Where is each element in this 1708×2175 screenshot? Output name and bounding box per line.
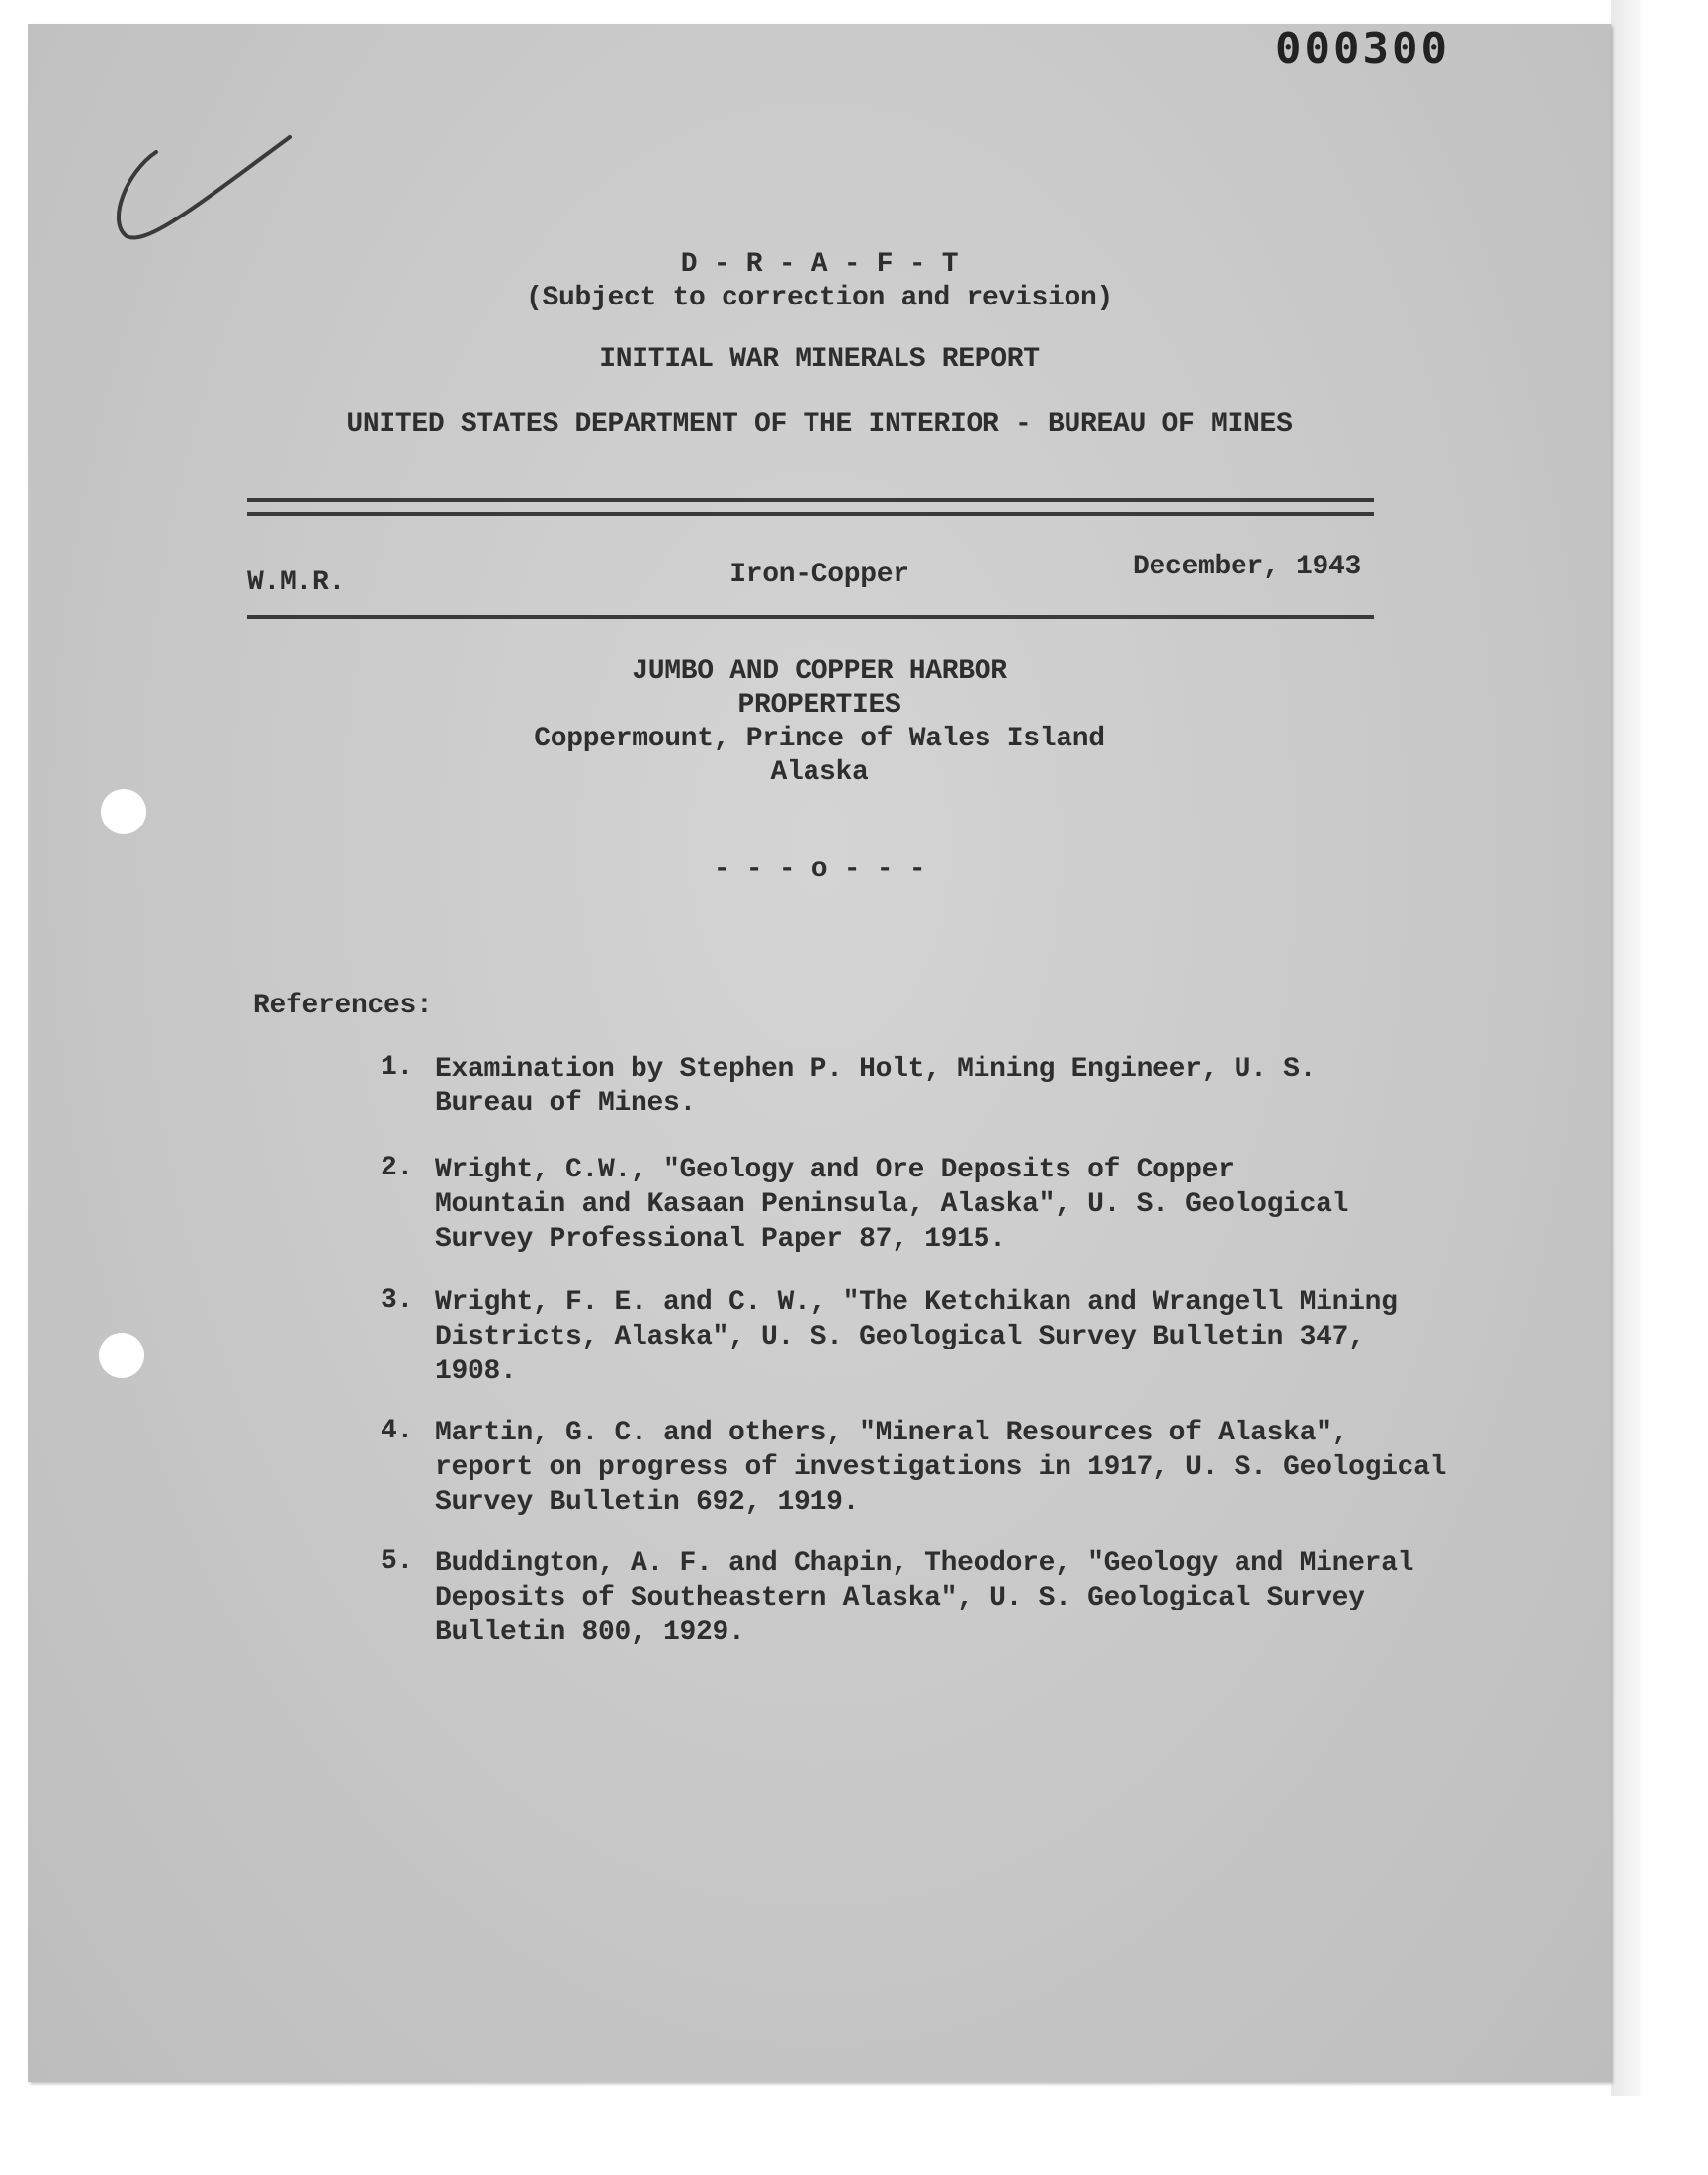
section-separator: - - - o - - -	[713, 854, 926, 885]
subject-note: (Subject to correction and revision)	[525, 283, 1114, 313]
reference-text: Martin, G. C. and others, "Mineral Resources of Alaska", report on progress of investigations in 1917, U. S. Geological Survey Bulletin 692, 1919.	[435, 1418, 1447, 1518]
references-heading: References:	[253, 991, 433, 1021]
reference-text: Buddington, A. F. and Chapin, Theodore, "Geology and Mineral Deposits of Southeastern Alaska", U. S. Geological Survey Bulletin 800, 1929.	[435, 1548, 1414, 1648]
commodity: Iron-Copper	[729, 560, 909, 590]
top-rule-2	[247, 512, 1374, 516]
reference-number: 3.	[380, 1285, 413, 1316]
report-code: W.M.R.	[247, 567, 346, 598]
reference-number: 4.	[380, 1416, 413, 1446]
reference-number: 5.	[380, 1546, 413, 1577]
punch-hole-top	[101, 789, 146, 834]
page-edge-shadow	[1611, 0, 1641, 2096]
document-number: 000300	[1275, 24, 1450, 74]
reference-text: Examination by Stephen P. Holt, Mining Engineer, U. S. Bureau of Mines.	[435, 1054, 1317, 1119]
bottom-rule	[247, 615, 1374, 619]
title-line-3: Coppermount, Prince of Wales Island	[534, 724, 1105, 754]
reference-number: 1.	[380, 1052, 413, 1083]
title-line-4: Alaska	[770, 757, 869, 788]
title-line-2: PROPERTIES	[737, 690, 901, 721]
reference-text: Wright, F. E. and C. W., "The Ketchikan and Wrangell Mining Districts, Alaska", U. S. Geological Survey Bulletin 347, 1908.	[435, 1287, 1398, 1387]
document-page	[28, 24, 1611, 2082]
report-type: INITIAL WAR MINERALS REPORT	[599, 344, 1040, 375]
report-date: December, 1943	[1133, 552, 1362, 582]
title-line-1: JUMBO AND COPPER HARBOR	[632, 656, 1007, 687]
top-rule-1	[247, 498, 1374, 502]
draft-heading: D - R - A - F - T	[680, 249, 959, 280]
handwritten-checkmark-icon	[87, 113, 304, 261]
department-line: UNITED STATES DEPARTMENT OF THE INTERIOR - BUREAU OF MINES	[346, 409, 1293, 440]
reference-text: Wright, C.W., "Geology and Ore Deposits of Copper Mountain and Kasaan Peninsula, Alaska", U. S. Geological Survey Professional Paper 87, 1915.	[435, 1155, 1349, 1255]
reference-number: 2.	[380, 1153, 413, 1183]
punch-hole-bottom	[99, 1333, 144, 1378]
